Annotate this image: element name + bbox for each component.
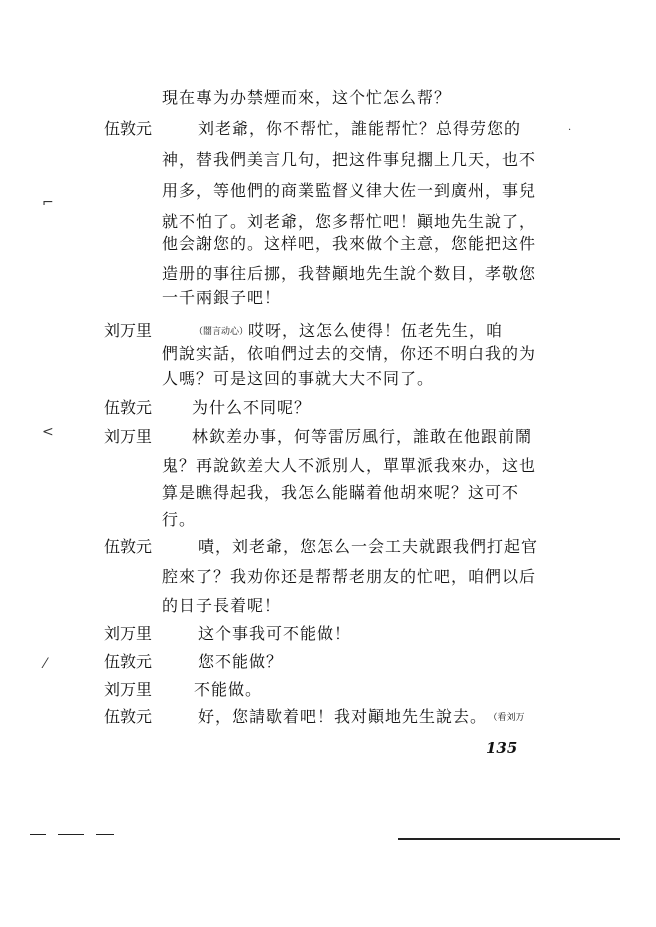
- bottom-rule: [30, 834, 46, 835]
- speaker-name: 伍敦元: [104, 398, 153, 417]
- speaker-name: 伍敦元: [104, 119, 153, 138]
- stage-direction: （看刘万: [493, 713, 525, 723]
- text-line: 神，替我們美言几句，把这件事兒擱上几天，也不: [162, 150, 537, 169]
- text-line: 用多，等他們的商業監督义律大佐一到廣州，事兒: [162, 181, 537, 200]
- dialogue: 哎呀，这怎么使得！伍老先生，咱: [248, 321, 504, 340]
- speaker-name: 伍敦元: [104, 707, 153, 726]
- text-line: 們說实話，依咱們过去的交情，你还不明白我的为: [162, 344, 537, 363]
- page-number: 135: [486, 739, 518, 757]
- speaker-name: 伍敦元: [104, 537, 153, 556]
- text-line: 行。: [162, 510, 197, 529]
- margin-mark: ⌐: [42, 195, 54, 211]
- text-line: [194, 321, 503, 342]
- text-line: 林欽差办事，何等雷厉風行，誰敢在他跟前鬧: [192, 427, 533, 446]
- text-line: 鬼？再說欽差大人不派別人，單單派我來办，这也: [162, 456, 537, 475]
- speaker-name: 刘万里: [104, 427, 153, 446]
- text-line: 造册的事往后挪，我替顚地先生說个数目，孝敬您: [162, 264, 537, 283]
- text-line: 他会謝您的。这样吧，我來做个主意，您能把这件: [162, 234, 537, 253]
- text-line: [198, 707, 525, 728]
- text-line: 算是瞧得起我，我怎么能瞞着他胡來呢？这可不: [162, 483, 520, 502]
- text-line: 这个事我可不能做！: [198, 624, 352, 643]
- margin-mark: ·: [568, 125, 572, 136]
- text-line: 刘老爺，你不帮忙，誰能帮忙？总得劳您的: [198, 119, 522, 138]
- bottom-rule: [96, 834, 114, 835]
- margin-mark: ⁄: [44, 656, 47, 672]
- text-line: 一千兩銀子吧！: [162, 288, 282, 307]
- bottom-rule: [58, 834, 84, 835]
- speaker-name: 刘万里: [104, 321, 153, 340]
- speaker-name: 刘万里: [104, 624, 153, 643]
- text-line: 您不能做？: [198, 652, 284, 671]
- dialogue: 好，您請歇着吧！我对顚地先生說去。: [198, 707, 488, 726]
- text-line: 的日子長着呢！: [162, 596, 282, 615]
- text-line: 人嗎？可是这回的事就大大不同了。: [162, 369, 435, 388]
- margin-mark: <: [42, 424, 54, 440]
- stage-direction: （闇言动心）: [194, 327, 249, 337]
- speaker-name: 刘万里: [104, 680, 153, 699]
- text-line: 現在專为办禁煙而來，这个忙怎么帮？: [162, 88, 452, 107]
- text-line: 为什么不同呢？: [192, 398, 312, 417]
- text-line: 嘖，刘老爺，您怎么一会工夫就跟我們打起官: [198, 537, 539, 556]
- text-line: 腔來了？我劝你还是帮帮老朋友的忙吧，咱們以后: [162, 567, 537, 586]
- text-line: 不能做。: [194, 680, 263, 699]
- bottom-rule: [398, 838, 620, 840]
- text-line: 就不怕了。刘老爺，您多帮忙吧！顚地先生說了，: [162, 212, 537, 231]
- speaker-name: 伍敦元: [104, 652, 153, 671]
